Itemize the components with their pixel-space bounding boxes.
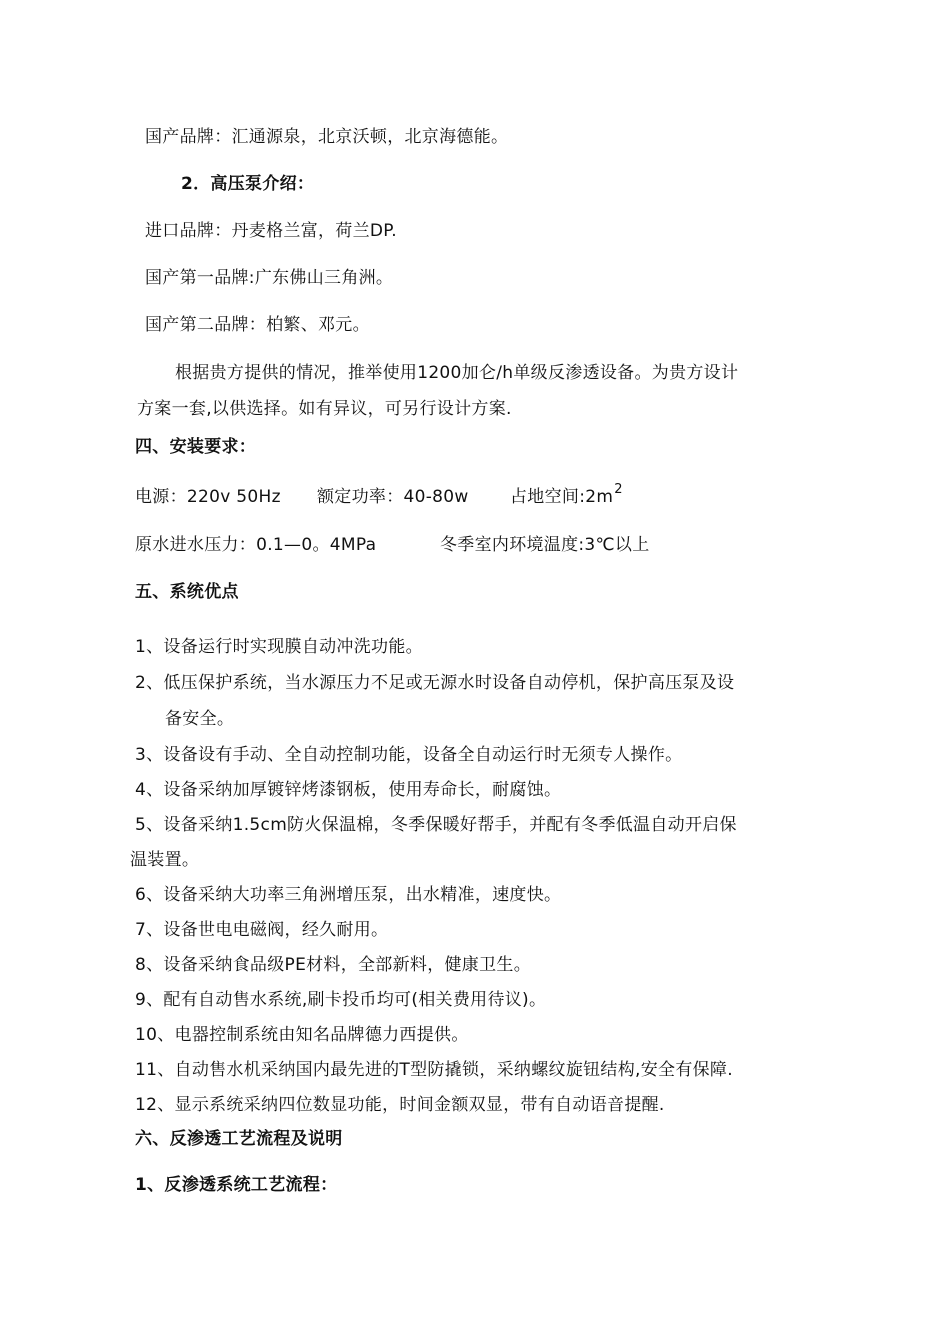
advantage-item-3: 3、设备设有手动、全自动控制功能，设备全自动运行时无须专人操作。: [135, 745, 683, 765]
advantage-item-11: 11、自动售水机采纳国内最先进的T型防撬锁，采纳螺纹旋钮结构,安全有保障.: [135, 1060, 733, 1080]
section-heading-process: 六、反渗透工艺流程及说明: [135, 1129, 343, 1149]
advantage-item-7: 7、设备世电电磁阀，经久耐用。: [135, 920, 389, 940]
advantage-item-12: 12、显示系统采纳四位数显功能，时间金额双显，带有自动语音提醒.: [135, 1095, 665, 1115]
recommendation-paragraph-line-1: 根据贵方提供的情况，推举使用1200加仑/h单级反渗透设备。为贵方设计: [175, 363, 739, 383]
domestic-first-brand-line: 国产第一品牌:广东佛山三角洲。: [145, 268, 394, 288]
domestic-brands-line: 国产品牌：汇通源泉，北京沃顿，北京海德能。: [145, 127, 509, 147]
floor-space-text: 占地空间:2m: [510, 487, 614, 507]
water-pressure-spec: 原水进水压力：0.1—0。4MPa: [135, 535, 377, 555]
advantage-item-9: 9、配有自动售水系统,刷卡投币均可(相关费用待议)。: [135, 990, 547, 1010]
advantage-item-5-line-1: 5、设备采纳1.5cm防火保温棉，冬季保暖好帮手，并配有冬季低温自动开启保: [135, 815, 737, 835]
recommendation-paragraph-line-2: 方案一套,以供选择。如有异议，可另行设计方案.: [137, 399, 512, 419]
import-brands-line: 进口品牌：丹麦格兰富，荷兰DP.: [145, 221, 397, 241]
advantage-item-10: 10、电器控制系统由知名品牌德力西提供。: [135, 1025, 469, 1045]
rated-power-spec: 额定功率：40-80w: [317, 487, 469, 507]
subheading-process-flow: 1、反渗透系统工艺流程：: [135, 1175, 338, 1195]
advantage-item-2-line-1: 2、低压保护系统，当水源压力不足或无源水时设备自动停机，保护高压泵及设: [135, 673, 735, 693]
advantage-item-4: 4、设备采纳加厚镀锌烤漆钢板，使用寿命长，耐腐蚀。: [135, 780, 562, 800]
advantage-item-2-line-2: 备安全。: [165, 709, 235, 729]
floor-space-spec: [510, 482, 623, 511]
winter-temperature-spec: 冬季室内环境温度:3℃以上: [440, 535, 650, 555]
section-heading-high-pressure-pump: 2．高压泵介绍：: [181, 174, 315, 194]
section-heading-installation: 四、安装要求：: [135, 437, 257, 457]
power-supply-spec: 电源：220v 50Hz: [135, 487, 281, 507]
floor-space-superscript: 2: [614, 482, 623, 497]
advantage-item-6: 6、设备采纳大功率三角洲增压泵，出水精准，速度快。: [135, 885, 562, 905]
advantage-item-1: 1、设备运行时实现膜自动冲洗功能。: [135, 637, 423, 657]
advantage-item-5-line-2: 温装置。: [130, 850, 200, 870]
domestic-second-brand-line: 国产第二品牌：柏繁、邓元。: [145, 315, 370, 335]
section-heading-advantages: 五、系统优点: [135, 582, 239, 602]
advantage-item-8: 8、设备采纳食品级PE材料，全部新料，健康卫生。: [135, 955, 532, 975]
